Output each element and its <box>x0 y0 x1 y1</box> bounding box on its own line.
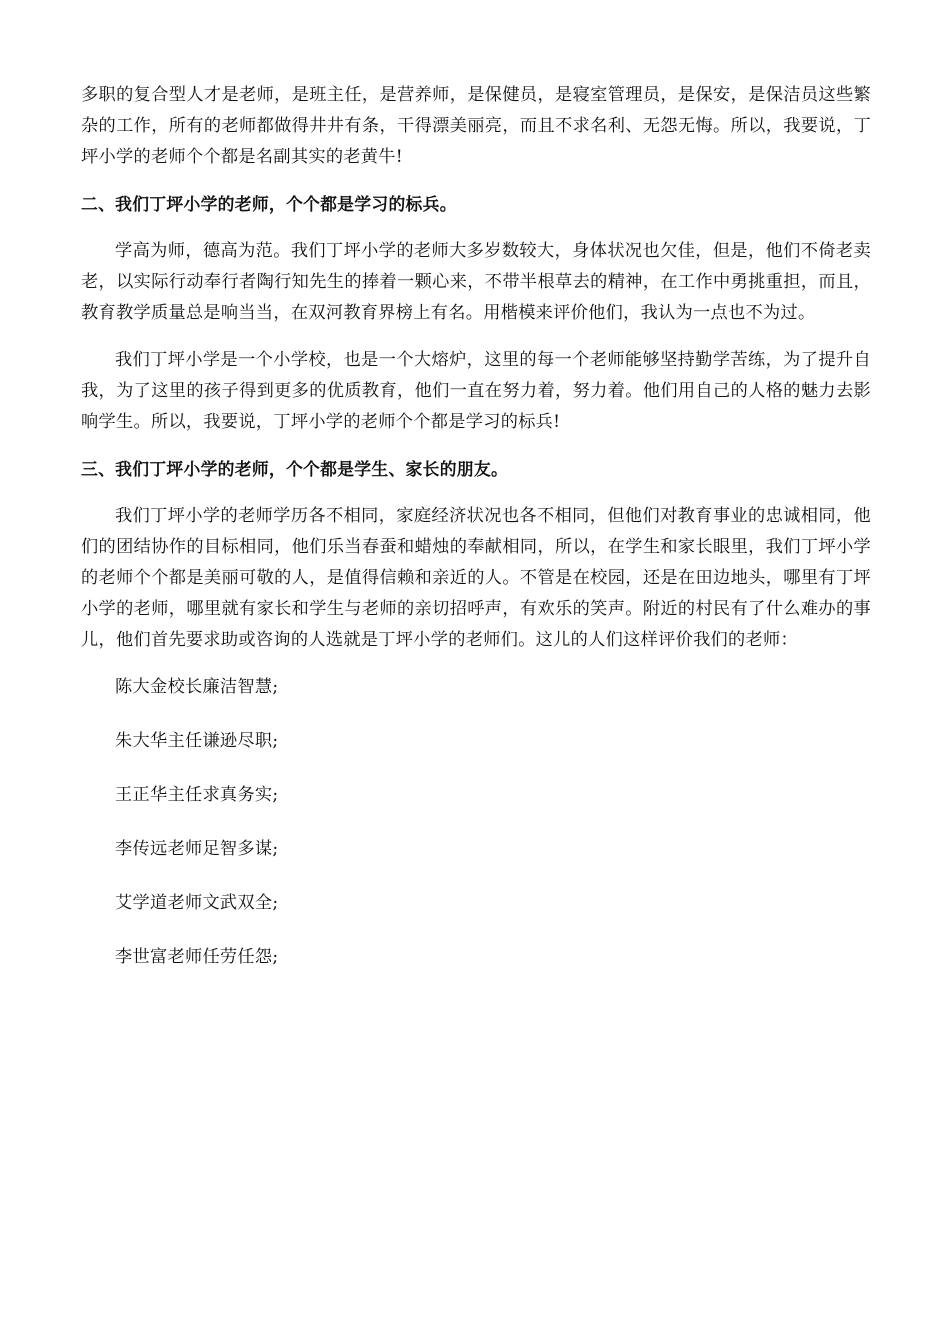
section-heading-3: 三、我们丁坪小学的老师，个个都是学生、家长的朋友。 <box>81 459 509 479</box>
list-item: 陈大金校长廉洁智慧; <box>115 677 279 697</box>
list-item: 朱大华主任谦逊尽职; <box>115 731 279 751</box>
document-page <box>81 80 871 996</box>
paragraph: 我们丁坪小学是一个小学校，也是一个大熔炉，这里的每一个老师能够坚持勤学苦练，为了提升自我，为了这里的孩子得到更多的优质教育，他们一直在努力着，努力着。他们用自己的人格的魅力去影响学生。所以，我要说，丁坪小学的老师个个都是学习的标兵! <box>81 350 871 432</box>
section-heading-2: 二、我们丁坪小学的老师，个个都是学习的标兵。 <box>81 194 457 214</box>
list-item: 艾学道老师文武双全; <box>115 893 279 913</box>
paragraph: 学高为师，德高为范。我们丁坪小学的老师大多岁数较大，身体状况也欠佳，但是，他们不倚老卖老，以实际行动奉行者陶行知先生的捧着一颗心来，不带半根草去的精神，在工作中勇挑重担，而且，教育教学质量总是响当当，在双河教育界榜上有名。用楷模来评价他们，我认为一点也不为过。 <box>81 241 871 323</box>
paragraph: 我们丁坪小学的老师学历各不相同，家庭经济状况也各不相同，但他们对教育事业的忠诚相同，他们的团结协作的目标相同，他们乐当春蚕和蜡烛的奉献相同，所以，在学生和家长眼里，我们丁坪小学的老师个个都是美丽可敬的人，是值得信赖和亲近的人。不管是在校园，还是在田边地头，哪里有丁坪小学的老师，哪里就有家长和学生与老师的亲切招呼声，有欢乐的笑声。附近的村民有了什么难办的事儿，他们首先要求助或咨询的人选就是丁坪小学的老师们。这儿的人们这样评价我们的老师： <box>81 506 871 650</box>
list-item: 李世富老师任劳任怨; <box>115 947 279 967</box>
list-item: 李传远老师足智多谋; <box>115 839 279 859</box>
paragraph-continued: 多职的复合型人才是老师，是班主任，是营养师，是保健员，是寝室管理员，是保安，是保洁员这些繁杂的工作，所有的老师都做得井井有条，干得漂美丽亮，而且不求名利、无怨无悔。所以，我要说，丁坪小学的老师个个都是名副其实的老黄牛! <box>81 85 871 167</box>
teacher-evaluation-list <box>81 672 871 973</box>
list-item: 王正华主任求真务实; <box>115 785 279 805</box>
